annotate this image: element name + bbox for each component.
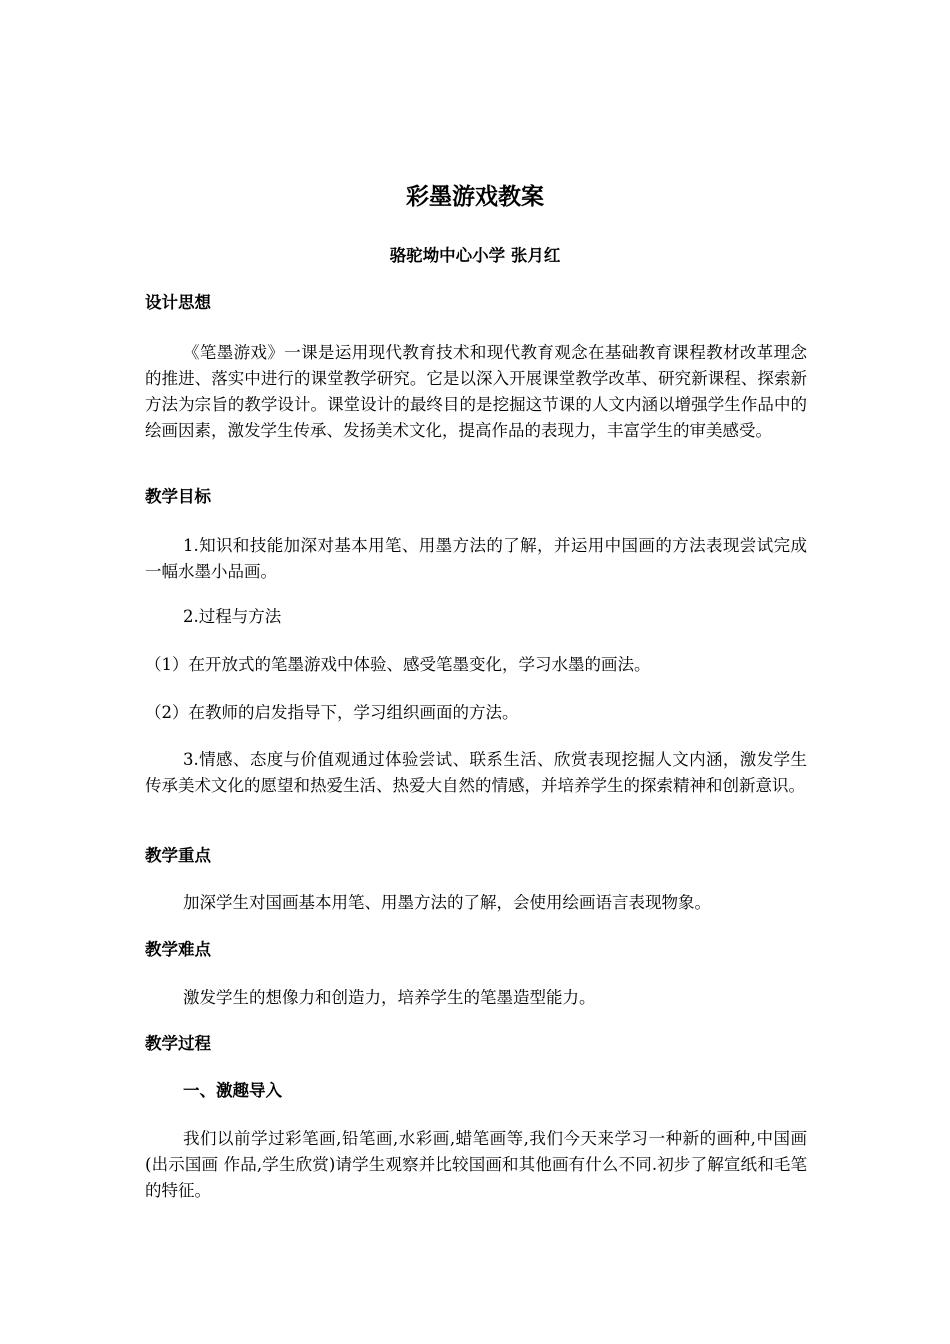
heading-teaching-difficulty: 教学难点 (145, 940, 211, 959)
heading-teaching-process: 教学过程 (145, 1034, 211, 1053)
heading-teaching-key: 教学重点 (145, 846, 211, 865)
paragraph-goal-2-b: （2）在教师的启发指导下，学习组织画面的方法。 (145, 703, 519, 722)
paragraph-step-1: 我们以前学过彩笔画,铅笔画,水彩画,蜡笔画等,我们今天来学习一种新的画种,中国画(出示国画 作品,学生欣赏)请学生观察并比较国画和其他画有什么不同.初步了解宣纸和毛笔的特征。 (145, 1129, 807, 1200)
document-title: 彩墨游戏教案 (406, 184, 544, 210)
paragraph-teaching-key: 加深学生对国画基本用笔、用墨方法的了解，会使用绘画语言表现物象。 (183, 893, 711, 912)
document-author: 骆驼坳中心小学 张月红 (389, 246, 561, 265)
heading-teaching-goals: 教学目标 (145, 487, 211, 506)
paragraph-goal-1: 1.知识和技能加深对基本用笔、用墨方法的了解，并运用中国画的方法表现尝试完成一幅水墨小品画。 (145, 536, 807, 581)
paragraph-goal-2: 2.过程与方法 (183, 607, 282, 626)
paragraph-teaching-difficulty: 激发学生的想像力和创造力，培养学生的笔墨造型能力。 (183, 988, 596, 1007)
heading-step-1: 一、激趣导入 (183, 1081, 282, 1100)
paragraph-goal-3: 3.情感、态度与价值观通过体验尝试、联系生活、欣赏表现挖掘人文内涵，激发学生传承美术文化的愿望和热爱生活、热爱大自然的情感，并培养学生的探索精神和创新意识。 (145, 750, 807, 795)
heading-design-idea: 设计思想 (145, 293, 211, 312)
paragraph-design-idea: 《笔墨游戏》一课是运用现代教育技术和现代教育观念在基础教育课程教材改革理念的推进、落实中进行的课堂教学研究。它是以深入开展课堂教学改革、研究新课程、探索新方法为宗旨的教学设计。课堂设计的最终目的是挖掘这节课的人文内涵以增强学生作品中的绘画因素，激发学生传承、发扬美术文化，提高作品的表现力，丰富学生的审美感受。 (145, 343, 807, 440)
paragraph-goal-2-a: （1）在开放式的笔墨游戏中体验、感受笔墨变化，学习水墨的画法。 (145, 655, 651, 674)
